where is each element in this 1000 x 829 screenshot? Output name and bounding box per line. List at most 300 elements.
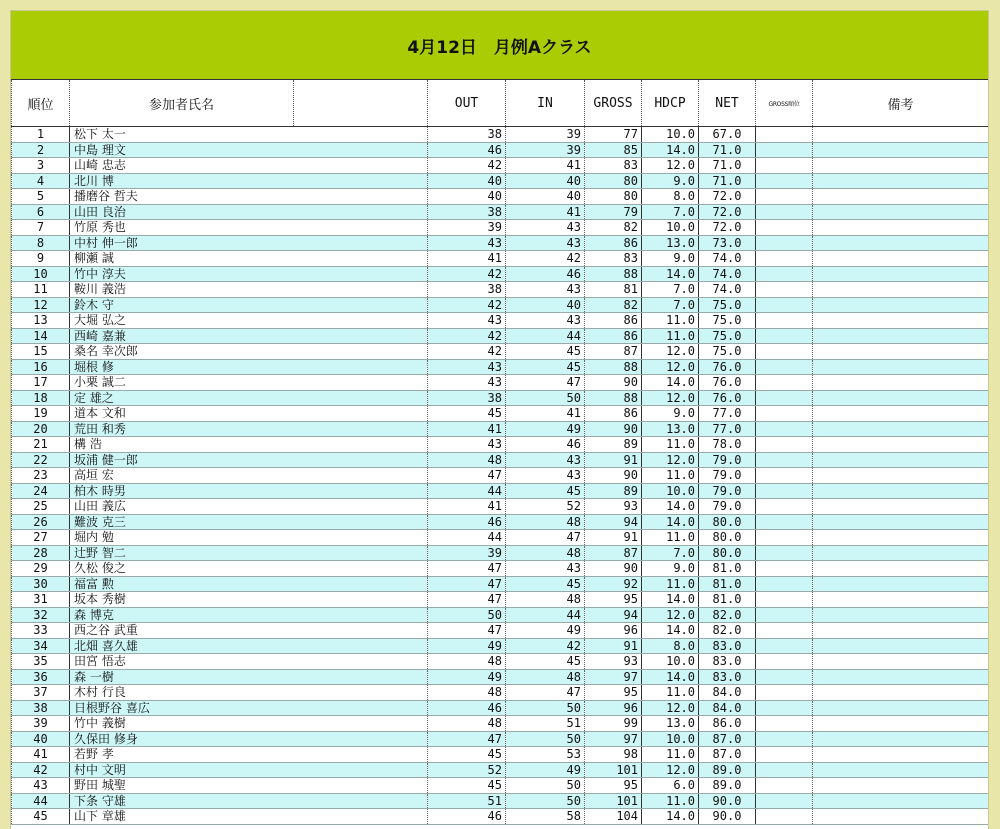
in-cell: 39 [506, 142, 585, 158]
name-cell: 辻野 智二 [70, 545, 428, 561]
out-cell: 47 [428, 623, 506, 639]
rank-cell: 41 [12, 747, 70, 763]
gross-cell: 77 [585, 127, 642, 143]
name-cell: 鈴木 守 [70, 297, 428, 313]
rank-cell: 30 [12, 576, 70, 592]
hdcp-cell: 13.0 [642, 235, 699, 251]
gross-cell: 80 [585, 173, 642, 189]
table-row [12, 313, 989, 329]
out-cell: 42 [428, 344, 506, 360]
hdcp-cell: 11.0 [642, 468, 699, 484]
in-cell: 50 [506, 793, 585, 809]
name-cell: 山下 章雄 [70, 809, 428, 825]
remarks-cell [813, 266, 989, 282]
gross-cell: 93 [585, 654, 642, 670]
gross-rank-cell [756, 158, 813, 174]
in-cell: 52 [506, 499, 585, 515]
remarks-cell [813, 189, 989, 205]
name-cell: 坂浦 健一郎 [70, 452, 428, 468]
net-cell: 72.0 [699, 220, 756, 236]
remarks-cell [813, 344, 989, 360]
rank-cell: 29 [12, 561, 70, 577]
rank-cell: 10 [12, 266, 70, 282]
rank-cell: 40 [12, 731, 70, 747]
gross-rank-cell [756, 747, 813, 763]
name-cell: 難波 克三 [70, 514, 428, 530]
table-row [12, 514, 989, 530]
in-cell: 41 [506, 158, 585, 174]
header-spacer [294, 80, 428, 127]
name-cell: 柏木 時男 [70, 483, 428, 499]
name-cell: 日根野谷 喜広 [70, 700, 428, 716]
in-cell: 50 [506, 700, 585, 716]
in-cell: 44 [506, 328, 585, 344]
header-remarks: 備考 [813, 80, 989, 127]
in-cell: 43 [506, 313, 585, 329]
out-cell: 47 [428, 468, 506, 484]
gross-rank-cell [756, 669, 813, 685]
net-cell: 87.0 [699, 731, 756, 747]
table-row [12, 762, 989, 778]
out-cell: 47 [428, 576, 506, 592]
gross-cell: 89 [585, 483, 642, 499]
net-cell: 79.0 [699, 499, 756, 515]
gross-cell: 95 [585, 778, 642, 794]
rank-cell: 6 [12, 204, 70, 220]
name-cell: 坂本 秀樹 [70, 592, 428, 608]
out-cell: 47 [428, 731, 506, 747]
rank-cell: 3 [12, 158, 70, 174]
header-out: OUT [428, 80, 506, 127]
rank-cell: 9 [12, 251, 70, 267]
table-row [12, 390, 989, 406]
table-row [12, 189, 989, 205]
header-in: IN [506, 80, 585, 127]
name-cell: 松下 太一 [70, 127, 428, 143]
net-cell: 79.0 [699, 452, 756, 468]
in-cell: 42 [506, 638, 585, 654]
name-cell: 若野 孝 [70, 747, 428, 763]
rank-cell: 28 [12, 545, 70, 561]
net-cell: 83.0 [699, 654, 756, 670]
in-cell: 40 [506, 173, 585, 189]
table-row [12, 685, 989, 701]
remarks-cell [813, 700, 989, 716]
table-row [12, 654, 989, 670]
hdcp-cell: 11.0 [642, 313, 699, 329]
in-cell: 49 [506, 623, 585, 639]
out-cell: 44 [428, 530, 506, 546]
in-cell: 43 [506, 235, 585, 251]
out-cell: 38 [428, 204, 506, 220]
hdcp-cell: 11.0 [642, 685, 699, 701]
gross-rank-cell [756, 530, 813, 546]
results-body [12, 127, 989, 825]
name-cell: 高垣 宏 [70, 468, 428, 484]
net-cell: 80.0 [699, 545, 756, 561]
gross-cell: 94 [585, 607, 642, 623]
gross-cell: 96 [585, 623, 642, 639]
net-cell: 79.0 [699, 468, 756, 484]
rank-cell: 7 [12, 220, 70, 236]
remarks-cell [813, 778, 989, 794]
rank-cell: 20 [12, 421, 70, 437]
gross-cell: 88 [585, 390, 642, 406]
in-cell: 48 [506, 545, 585, 561]
gross-cell: 86 [585, 313, 642, 329]
name-cell: 荒田 和秀 [70, 421, 428, 437]
hdcp-cell: 12.0 [642, 762, 699, 778]
name-cell: 久保田 修身 [70, 731, 428, 747]
gross-rank-cell [756, 638, 813, 654]
hdcp-cell: 6.0 [642, 778, 699, 794]
net-cell: 89.0 [699, 762, 756, 778]
gross-rank-cell [756, 716, 813, 732]
out-cell: 42 [428, 266, 506, 282]
remarks-cell [813, 313, 989, 329]
hdcp-cell: 7.0 [642, 282, 699, 298]
name-cell: 北畑 喜久雄 [70, 638, 428, 654]
table-row [12, 359, 989, 375]
name-cell: 山田 義広 [70, 499, 428, 515]
out-cell: 45 [428, 406, 506, 422]
hdcp-cell: 14.0 [642, 592, 699, 608]
gross-rank-cell [756, 375, 813, 391]
net-cell: 76.0 [699, 390, 756, 406]
table-row [12, 452, 989, 468]
out-cell: 48 [428, 452, 506, 468]
out-cell: 48 [428, 685, 506, 701]
rank-cell: 33 [12, 623, 70, 639]
name-cell: 西之谷 武重 [70, 623, 428, 639]
gross-cell: 90 [585, 561, 642, 577]
page-title: 4月12日 月例Aクラス [11, 11, 988, 79]
in-cell: 40 [506, 297, 585, 313]
gross-cell: 104 [585, 809, 642, 825]
gross-rank-cell [756, 251, 813, 267]
header-rank: 順位 [12, 80, 70, 127]
name-cell: 柳瀬 誠 [70, 251, 428, 267]
name-cell: 定 雄之 [70, 390, 428, 406]
net-cell: 80.0 [699, 530, 756, 546]
net-cell: 79.0 [699, 483, 756, 499]
remarks-cell [813, 530, 989, 546]
gross-cell: 85 [585, 142, 642, 158]
gross-rank-cell [756, 127, 813, 143]
in-cell: 49 [506, 421, 585, 437]
out-cell: 42 [428, 158, 506, 174]
results-table [11, 79, 989, 825]
name-cell: 森 博克 [70, 607, 428, 623]
gross-rank-cell [756, 220, 813, 236]
remarks-cell [813, 561, 989, 577]
hdcp-cell: 12.0 [642, 700, 699, 716]
gross-rank-cell [756, 297, 813, 313]
in-cell: 47 [506, 530, 585, 546]
table-row [12, 158, 989, 174]
hdcp-cell: 14.0 [642, 499, 699, 515]
out-cell: 47 [428, 561, 506, 577]
name-cell: 鞍川 義浩 [70, 282, 428, 298]
remarks-cell [813, 127, 989, 143]
remarks-cell [813, 545, 989, 561]
hdcp-cell: 9.0 [642, 561, 699, 577]
net-cell: 90.0 [699, 809, 756, 825]
gross-cell: 89 [585, 437, 642, 453]
gross-cell: 87 [585, 545, 642, 561]
hdcp-cell: 7.0 [642, 545, 699, 561]
rank-cell: 11 [12, 282, 70, 298]
out-cell: 43 [428, 359, 506, 375]
remarks-cell [813, 235, 989, 251]
in-cell: 44 [506, 607, 585, 623]
remarks-cell [813, 390, 989, 406]
hdcp-cell: 14.0 [642, 623, 699, 639]
out-cell: 51 [428, 793, 506, 809]
name-cell: 小栗 誠二 [70, 375, 428, 391]
remarks-cell [813, 158, 989, 174]
name-cell: 桑名 幸次郎 [70, 344, 428, 360]
gross-cell: 90 [585, 468, 642, 484]
remarks-cell [813, 499, 989, 515]
in-cell: 40 [506, 189, 585, 205]
out-cell: 49 [428, 638, 506, 654]
hdcp-cell: 10.0 [642, 127, 699, 143]
rank-cell: 38 [12, 700, 70, 716]
rank-cell: 15 [12, 344, 70, 360]
net-cell: 71.0 [699, 158, 756, 174]
table-row [12, 561, 989, 577]
hdcp-cell: 12.0 [642, 158, 699, 174]
rank-cell: 36 [12, 669, 70, 685]
gross-rank-cell [756, 421, 813, 437]
remarks-cell [813, 623, 989, 639]
net-cell: 72.0 [699, 204, 756, 220]
gross-rank-cell [756, 313, 813, 329]
gross-rank-cell [756, 623, 813, 639]
hdcp-cell: 12.0 [642, 390, 699, 406]
gross-cell: 86 [585, 328, 642, 344]
in-cell: 45 [506, 576, 585, 592]
header-name: 参加者氏名 [70, 80, 294, 127]
out-cell: 46 [428, 514, 506, 530]
remarks-cell [813, 514, 989, 530]
remarks-cell [813, 437, 989, 453]
hdcp-cell: 12.0 [642, 452, 699, 468]
rank-cell: 4 [12, 173, 70, 189]
header-hdcp: HDCP [642, 80, 699, 127]
in-cell: 50 [506, 731, 585, 747]
in-cell: 41 [506, 204, 585, 220]
net-cell: 81.0 [699, 561, 756, 577]
table-row [12, 483, 989, 499]
table-row [12, 576, 989, 592]
net-cell: 81.0 [699, 576, 756, 592]
remarks-cell [813, 452, 989, 468]
in-cell: 48 [506, 514, 585, 530]
net-cell: 76.0 [699, 359, 756, 375]
out-cell: 42 [428, 328, 506, 344]
gross-rank-cell [756, 344, 813, 360]
in-cell: 53 [506, 747, 585, 763]
net-cell: 86.0 [699, 716, 756, 732]
remarks-cell [813, 747, 989, 763]
out-cell: 47 [428, 592, 506, 608]
net-cell: 74.0 [699, 282, 756, 298]
table-row [12, 375, 989, 391]
in-cell: 39 [506, 127, 585, 143]
out-cell: 41 [428, 499, 506, 515]
in-cell: 46 [506, 266, 585, 282]
in-cell: 41 [506, 406, 585, 422]
table-row [12, 499, 989, 515]
in-cell: 51 [506, 716, 585, 732]
out-cell: 43 [428, 375, 506, 391]
gross-rank-cell [756, 266, 813, 282]
name-cell: 田宮 悟志 [70, 654, 428, 670]
gross-cell: 86 [585, 235, 642, 251]
net-cell: 83.0 [699, 638, 756, 654]
gross-cell: 83 [585, 251, 642, 267]
remarks-cell [813, 592, 989, 608]
gross-rank-cell [756, 204, 813, 220]
gross-rank-cell [756, 545, 813, 561]
gross-rank-cell [756, 576, 813, 592]
out-cell: 38 [428, 390, 506, 406]
net-cell: 77.0 [699, 421, 756, 437]
gross-cell: 88 [585, 266, 642, 282]
name-cell: 中島 理文 [70, 142, 428, 158]
gross-rank-cell [756, 189, 813, 205]
hdcp-cell: 12.0 [642, 359, 699, 375]
rank-cell: 24 [12, 483, 70, 499]
hdcp-cell: 7.0 [642, 204, 699, 220]
in-cell: 43 [506, 282, 585, 298]
hdcp-cell: 10.0 [642, 220, 699, 236]
table-row [12, 731, 989, 747]
table-row [12, 778, 989, 794]
gross-cell: 81 [585, 282, 642, 298]
hdcp-cell: 14.0 [642, 809, 699, 825]
gross-cell: 82 [585, 220, 642, 236]
table-row [12, 545, 989, 561]
hdcp-cell: 13.0 [642, 421, 699, 437]
gross-rank-cell [756, 282, 813, 298]
table-row [12, 809, 989, 825]
rank-cell: 21 [12, 437, 70, 453]
in-cell: 45 [506, 654, 585, 670]
net-cell: 75.0 [699, 297, 756, 313]
net-cell: 90.0 [699, 793, 756, 809]
remarks-cell [813, 406, 989, 422]
in-cell: 47 [506, 375, 585, 391]
net-cell: 82.0 [699, 623, 756, 639]
table-row [12, 220, 989, 236]
gross-rank-cell [756, 561, 813, 577]
gross-cell: 99 [585, 716, 642, 732]
out-cell: 43 [428, 235, 506, 251]
gross-rank-cell [756, 437, 813, 453]
in-cell: 45 [506, 483, 585, 499]
table-row [12, 716, 989, 732]
rank-cell: 2 [12, 142, 70, 158]
out-cell: 43 [428, 437, 506, 453]
gross-rank-cell [756, 390, 813, 406]
rank-cell: 18 [12, 390, 70, 406]
gross-cell: 83 [585, 158, 642, 174]
gross-cell: 91 [585, 638, 642, 654]
table-row [12, 607, 989, 623]
hdcp-cell: 14.0 [642, 375, 699, 391]
gross-cell: 80 [585, 189, 642, 205]
name-cell: 村中 文明 [70, 762, 428, 778]
out-cell: 41 [428, 251, 506, 267]
net-cell: 73.0 [699, 235, 756, 251]
gross-rank-cell [756, 499, 813, 515]
name-cell: 北川 博 [70, 173, 428, 189]
header-row [12, 80, 989, 127]
gross-rank-cell [756, 607, 813, 623]
gross-cell: 88 [585, 359, 642, 375]
rank-cell: 25 [12, 499, 70, 515]
net-cell: 71.0 [699, 142, 756, 158]
gross-cell: 91 [585, 452, 642, 468]
table-row [12, 638, 989, 654]
name-cell: 竹原 秀也 [70, 220, 428, 236]
out-cell: 46 [428, 142, 506, 158]
out-cell: 42 [428, 297, 506, 313]
table-row [12, 266, 989, 282]
table-row [12, 623, 989, 639]
table-row [12, 251, 989, 267]
rank-cell: 31 [12, 592, 70, 608]
gross-cell: 93 [585, 499, 642, 515]
remarks-cell [813, 251, 989, 267]
out-cell: 39 [428, 545, 506, 561]
rank-cell: 16 [12, 359, 70, 375]
out-cell: 48 [428, 654, 506, 670]
net-cell: 83.0 [699, 669, 756, 685]
gross-cell: 87 [585, 344, 642, 360]
table-row [12, 421, 989, 437]
rank-cell: 42 [12, 762, 70, 778]
in-cell: 48 [506, 592, 585, 608]
in-cell: 48 [506, 669, 585, 685]
in-cell: 45 [506, 359, 585, 375]
gross-cell: 97 [585, 669, 642, 685]
name-cell: 野田 城聖 [70, 778, 428, 794]
rank-cell: 45 [12, 809, 70, 825]
remarks-cell [813, 716, 989, 732]
rank-cell: 8 [12, 235, 70, 251]
remarks-cell [813, 173, 989, 189]
out-cell: 46 [428, 809, 506, 825]
table-row [12, 328, 989, 344]
remarks-cell [813, 375, 989, 391]
hdcp-cell: 9.0 [642, 406, 699, 422]
gross-cell: 94 [585, 514, 642, 530]
gross-rank-cell [756, 793, 813, 809]
net-cell: 87.0 [699, 747, 756, 763]
hdcp-cell: 12.0 [642, 344, 699, 360]
remarks-cell [813, 328, 989, 344]
table-row [12, 127, 989, 143]
remarks-cell [813, 359, 989, 375]
table-row [12, 592, 989, 608]
in-cell: 45 [506, 344, 585, 360]
hdcp-cell: 14.0 [642, 142, 699, 158]
out-cell: 46 [428, 700, 506, 716]
